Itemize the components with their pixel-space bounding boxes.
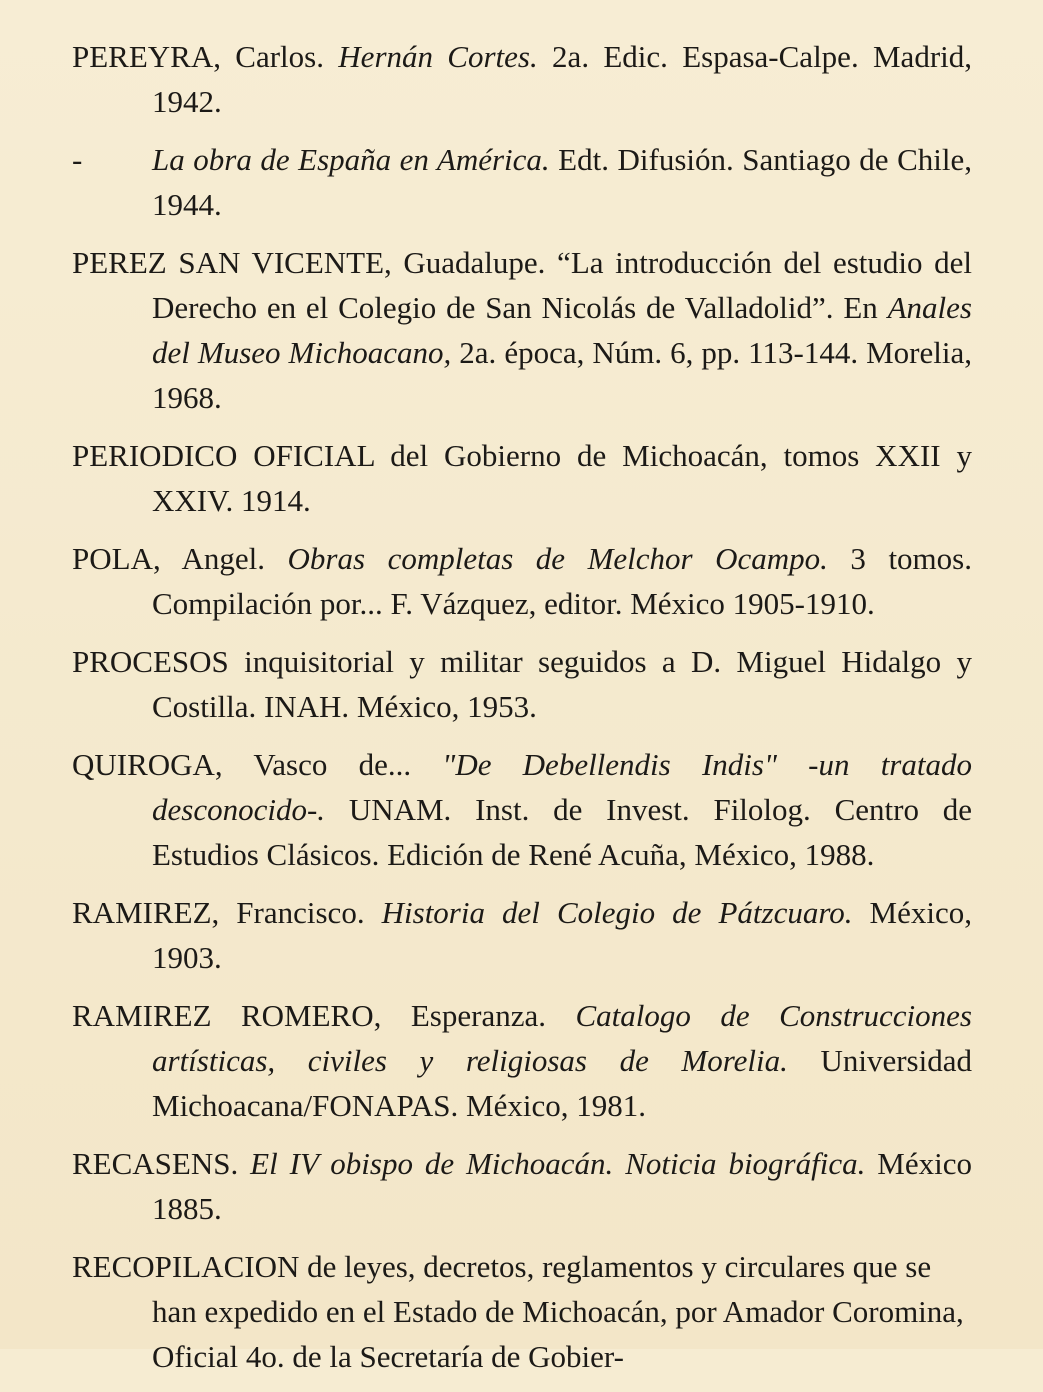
- entry-text: 2a. época, Núm. 6, pp. 113-144. Morelia, 1968.: [152, 335, 972, 415]
- bibliography-entry: [72, 1141, 972, 1231]
- entry-title-italic: "De Debellendis Indis" -un tratado desconocido-.: [152, 747, 972, 827]
- entry-text: POLA, Angel.: [72, 541, 288, 576]
- bibliography-entry: [72, 742, 972, 877]
- entry-title-italic: Anales del Museo Michoacano,: [152, 290, 972, 370]
- entry-title-italic: Obras completas de Melchor Ocampo.: [287, 541, 828, 576]
- entry-text: 2a. Edic. Espasa-Calpe. Madrid, 1942.: [152, 39, 973, 119]
- bibliography-list: [72, 34, 972, 1392]
- bibliography-entry: [72, 240, 972, 420]
- entry-title-italic: Historia del Colegio de Pátzcuaro.: [381, 895, 853, 930]
- entry-title-italic: El IV obispo de Michoacán. Noticia biográfica.: [250, 1146, 866, 1181]
- entry-text: Edt. Difusión. Santiago de Chile, 1944.: [152, 142, 972, 222]
- bibliography-entry: [72, 536, 972, 626]
- entry-title-italic: Catalogo de Construcciones artísticas, civiles y religiosas de Morelia.: [152, 998, 972, 1078]
- bibliography-entry: [72, 34, 972, 124]
- entry-text: PROCESOS inquisitorial y militar seguidos a D. Miguel Hidalgo y Costilla. INAH. México, 1953.: [72, 644, 972, 724]
- entry-title-italic: La obra de España en América.: [152, 142, 550, 177]
- entry-text: México, 1903.: [152, 895, 972, 975]
- bibliography-entry: [72, 890, 972, 980]
- bibliography-entry: [72, 993, 972, 1128]
- ditto-dash: -: [72, 142, 83, 177]
- entry-text: RAMIREZ, Francisco.: [72, 895, 382, 930]
- entry-text: PEREZ SAN VICENTE, Guadalupe. “La introducción del estudio del Derecho en el Colegio de San Nicolás de Valladolid”. En: [72, 245, 972, 325]
- entry-text: Universidad Michoacana/FONAPAS. México, 1981.: [152, 1043, 972, 1123]
- bibliography-entry: [72, 1244, 972, 1379]
- entry-text: RAMIREZ ROMERO, Esperanza.: [72, 998, 576, 1033]
- entry-text: RECOPILACION de leyes, decretos, reglamentos y circulares que se han expedido en el Estado de Michoacán, por Amador Coromina, Oficial 4o. de la Secretaría de Gobier-: [72, 1249, 964, 1374]
- entry-text: PERIODICO OFICIAL del Gobierno de Michoacán, tomos XXII y XXIV. 1914.: [72, 438, 972, 518]
- bibliography-entry: [72, 137, 972, 227]
- entry-text: México 1885.: [152, 1146, 973, 1226]
- entry-title-italic: Hernán Cortes.: [338, 39, 538, 74]
- entry-text: QUIROGA, Vasco de...: [72, 747, 443, 782]
- entry-text: UNAM. Inst. de Invest. Filolog. Centro de Estudios Clásicos. Edición de René Acuña, México, 1988.: [152, 792, 972, 872]
- bibliography-entry: [72, 639, 972, 729]
- entry-text: 3 tomos. Compilación por... F. Vázquez, editor. México 1905-1910.: [152, 541, 972, 621]
- entry-text: RECASENS.: [72, 1146, 251, 1181]
- bibliography-entry: [72, 433, 972, 523]
- entry-text: PEREYRA, Carlos.: [72, 39, 339, 74]
